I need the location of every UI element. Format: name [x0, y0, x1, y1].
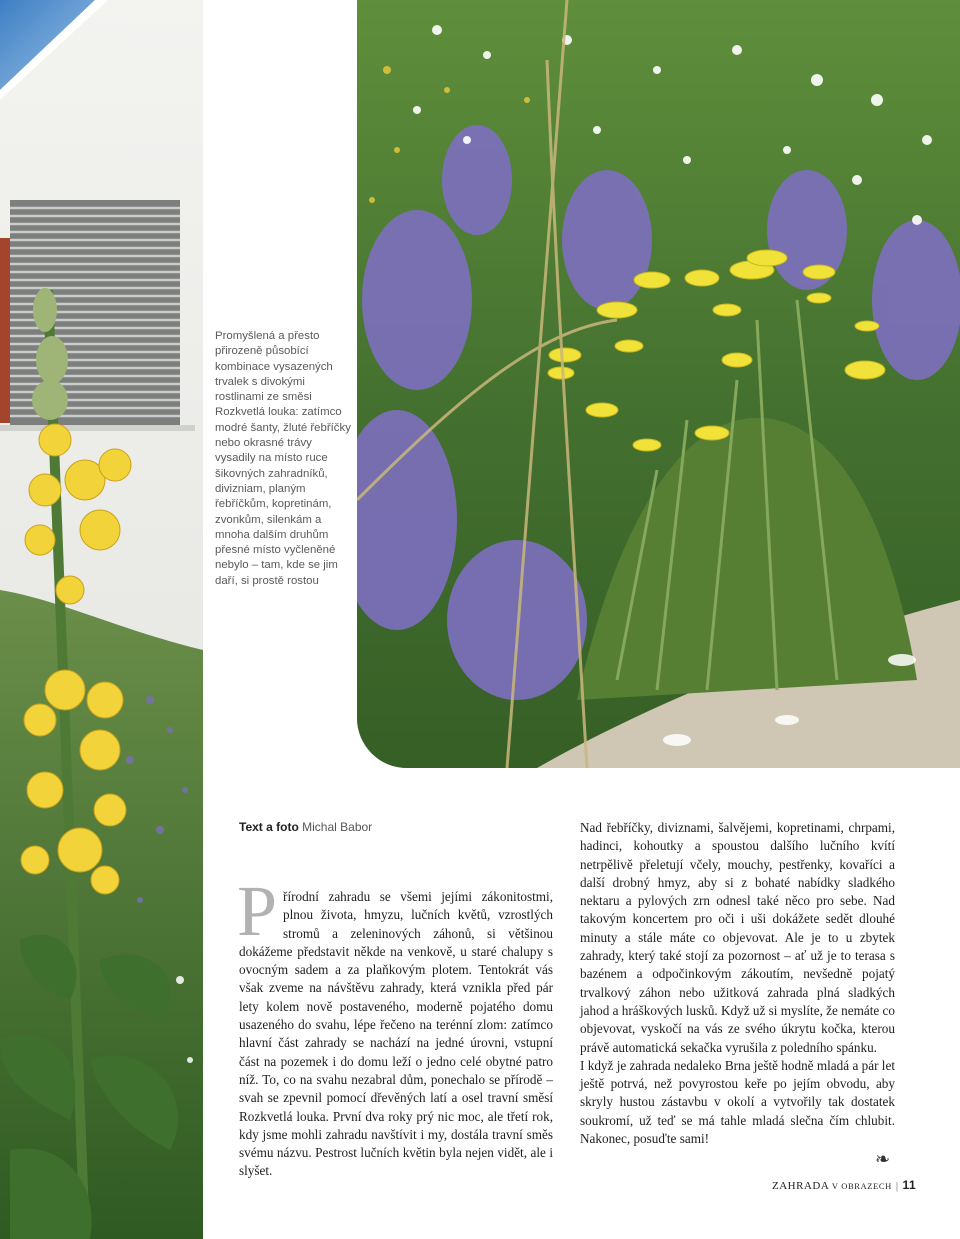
left-photo-mullein: [0, 0, 203, 1239]
drop-cap: P: [237, 871, 278, 951]
byline: [239, 820, 372, 834]
article-paragraph-1: řírodní zahradu se všemi jejími zákonitostmi, plnou života, hmyzu, lučních květů, vzrostlých stromů a zeleninových záhonů, si většinou dokážeme představit někde na venkově, u staré chalupy s ovocným sadem a za plaňkovým plotem. Tentokrát vás však zveme na návštěvu zahrady, která vznikla před pár lety kolem nově postaveného, moderně pojatého domu usazeného do svahu, lépe řečeno na terénní zlom: zatímco hlavní část zahrady se nachází na jedné úrovni, vstupní část na pozemek i do domu leží o jedno celé obytné patro níž. To, co na svahu nezabral dům, ponechalo se přírodě – svah se zpevnil pomocí dřevěných latí a osel travní směsí Rozkvetlá louka. První dva roky prý nic moc, ale třetí rok, kdy jsme mohli zahradu navštívit i my, dostála travní směs svému názvu. Pestrost lučních květin byla nejen vidět, ale i slyšet.: [239, 889, 553, 1179]
end-ornament-icon: ❧: [875, 1149, 891, 1169]
article-paragraph-2: Nad řebříčky, diviznami, šalvějemi, kopretinami, chrpami, hadinci, kohoutky a spoustou dalšího lučního kvítí netrpělivě přeletují včely, mouchy, pestřenky, kovaříci a další drobný hmyz, aby si z bohaté nabídky sladkého nektaru a pylových zrn odnesl také něco pro sebe. Nad takovým koncertem pro oči i uši dokážete sedět dlouhé minuty a stále máte co objevovat. Ale je to u zbytek zahrady, který také stojí za pozornost – ať už je to terasa s bazénem a odpočinkovým zákoutím, nevšedně pojatý trvalkový záhon nebo užitková zahrada plná sladkých jahod a hráškových lusků. Když už si myslíte, že nemáte co objevovat, vyskočí na vás ze svého úkrytu kočka, kterou právě automatická sekačka vyrušila z poledního spánku.: [580, 820, 895, 1055]
byline-label: Text a foto: [239, 820, 299, 834]
photo-caption: Promyšlená a přesto přirozeně působící kombinace vysazených trvalek s divokými rostlinami ze směsi Rozkvetlá louka: zatímco modré šanty, žluté řebříčky nebo okrasné trávy vysadily na místo ruce šikovných zahradníků, divizniam, planým řebříčkům, kopretinám, zvonkům, silenkám a mnoha dalším druhům přesné místo vyčleněné nebylo – tam, kde se jim daří, si prostě rostou: [215, 330, 351, 587]
article-column-1: [237, 871, 553, 1181]
meadow-photo: [357, 0, 960, 768]
article-paragraph-3: I když je zahrada nedaleko Brna ještě hodně mladá a pár let ještě potrvá, než povyrostou keře po jejím obvodu, aby skryly hustou zástavbu v okolí a vytvořily tak dostatek soukromí, už teď se má tahle mladá slečna čím chlubit. Nakonec, posuďte sami!: [580, 1057, 895, 1147]
magazine-name-suffix: V OBRAZECH: [831, 1181, 892, 1191]
page-footer: [772, 1178, 916, 1192]
article-column-2: [580, 819, 895, 1148]
mullein-house-illustration: [0, 0, 203, 1239]
meadow-illustration: [357, 0, 960, 768]
magazine-name: ZAHRADA: [772, 1180, 829, 1192]
byline-author: Michal Babor: [302, 820, 373, 834]
footer-separator: |: [895, 1180, 899, 1192]
page-number: 11: [902, 1178, 917, 1192]
